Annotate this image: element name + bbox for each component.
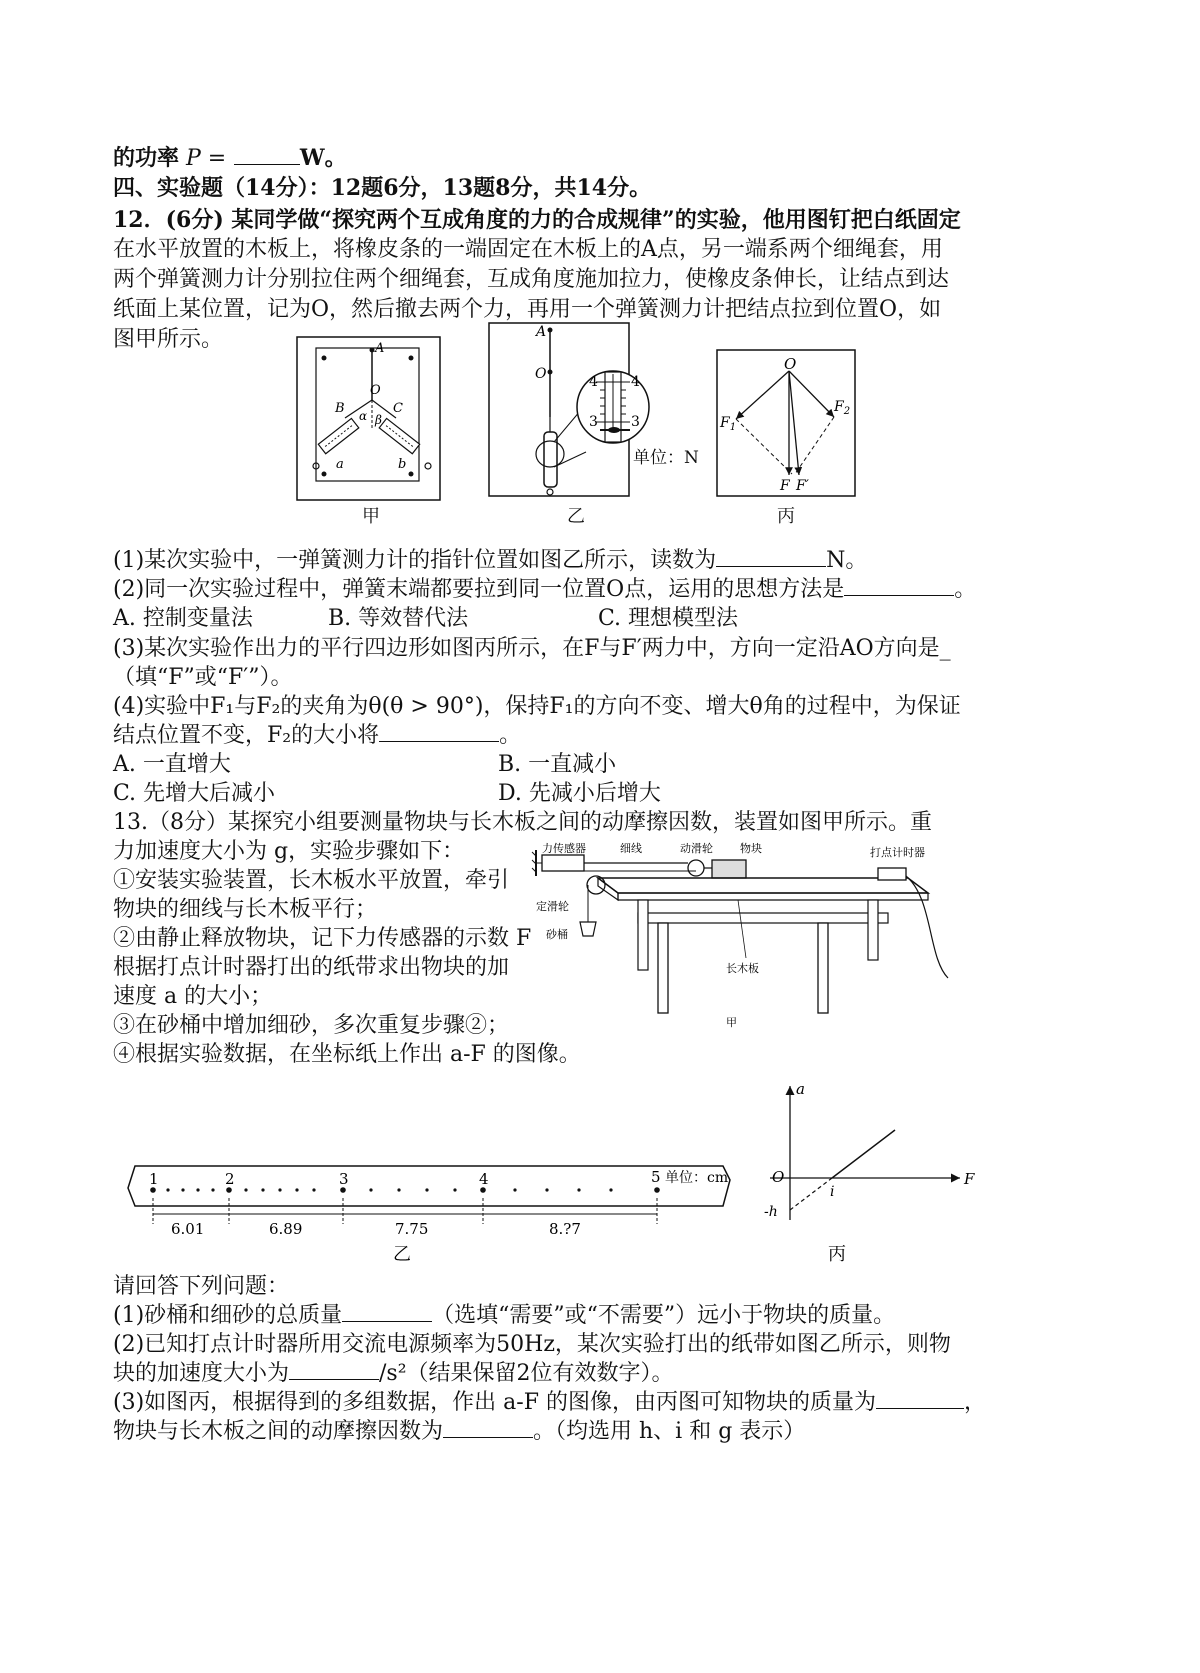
yi-tick-4-right: 4	[631, 374, 640, 390]
q13-sub2-text: 块的加速度大小为	[113, 1361, 290, 1386]
q12-sub4-line-1: (4)实验中F₁与F₂的夹角为θ(θ > 90°)，保持F₁的方向不变、增大θ角的过程中，为保证	[113, 694, 961, 719]
yi-tick-3-left: 3	[589, 414, 598, 430]
q13-step-line-8: ④根据实验数据，在坐标纸上作出 a-F 的图像。	[113, 1042, 581, 1067]
yi-label-O: O	[535, 366, 547, 382]
power-suffix: W。	[299, 145, 347, 171]
jia-label-b: b	[398, 457, 407, 472]
jia-label-C: C	[393, 401, 403, 416]
graph-caption: 丙	[828, 1244, 846, 1265]
q13-step-line-3: 物块的细线与长木板平行；	[113, 897, 378, 922]
tape-distance-2: 6.89	[269, 1220, 303, 1238]
q13-sub3-line-1	[113, 1388, 986, 1418]
graph-label-O: O	[772, 1168, 785, 1186]
q12-figure-jia	[296, 336, 441, 501]
tape-point-5: 5	[651, 1168, 661, 1186]
jia-label-beta: β	[375, 413, 382, 427]
apparatus-label-board: 长木板	[726, 962, 759, 975]
q12-bing-caption: 丙	[777, 506, 795, 527]
q13-step-line-5: 根据打点计时器打出的纸带求出物块的加	[113, 955, 510, 980]
q12-sub2-option-a: A. 控制变量法	[113, 606, 253, 631]
apparatus-label-block: 物块	[740, 842, 762, 855]
q12-stem-line-5: 图甲所示。	[113, 327, 224, 352]
apparatus-label-pulley-movable: 动滑轮	[680, 842, 713, 855]
q13-sub2-blank[interactable]	[289, 1379, 379, 1380]
power-line	[113, 143, 347, 174]
q13-figure-jia	[528, 838, 968, 1028]
q12-sub4-option-c: C. 先增大后减小	[113, 781, 276, 806]
q13-sub1-end: （选填“需要”或“不需要”）远小于物块的质量。	[432, 1303, 896, 1328]
jia-label-A: A	[375, 341, 385, 356]
q12-sub2	[113, 575, 976, 605]
tape-distance-3: 7.75	[395, 1220, 429, 1238]
tape-caption: 乙	[393, 1244, 411, 1265]
q13-sub3-line-2	[113, 1417, 805, 1447]
tape-distance-4: 8.?7	[549, 1220, 581, 1238]
q13-sub2-line-2	[113, 1359, 674, 1389]
q13-tape-yi	[125, 1158, 735, 1268]
q12-sub1-text: (1)某次实验中，一弹簧测力计的指针位置如图乙所示，读数为	[113, 548, 717, 573]
q13-step-line-1: 力加速度大小为 g，实验步骤如下：	[113, 839, 465, 864]
q13-step-line-4: ②由静止释放物块，记下力传感器的示数 F	[113, 926, 532, 951]
apparatus-caption: 甲	[726, 1016, 737, 1029]
q12-sub1-blank[interactable]	[716, 566, 826, 567]
q12-stem-line-1: 12．(6分) 某同学做“探究两个互成角度的力的合成规律”的实验，他用图钉把白纸固定	[113, 207, 961, 233]
graph-label-F: F	[964, 1170, 975, 1188]
tape-dots	[150, 1187, 660, 1193]
q12-figure-yi	[488, 322, 663, 497]
q12-sub3-line-1: (3)某次实验作出力的平行四边形如图丙所示，在F与F′两力中，方向一定沿AO方向是_	[113, 636, 951, 661]
tape-unit: 单位：cm	[665, 1170, 729, 1186]
q12-sub1	[113, 546, 867, 576]
q12-stem-line-4: 纸面上某位置，记为O，然后撤去两个力，再用一个弹簧测力计把结点拉到位置O，如	[113, 297, 942, 322]
q12-stem-line-3: 两个弹簧测力计分别拉住两个细绳套，互成角度施加拉力，使橡皮条伸长，让结点到达	[113, 267, 950, 292]
q13-ask: 请回答下列问题：	[113, 1274, 290, 1299]
apparatus-label-timer: 打点计时器	[870, 846, 925, 859]
yi-unit-label: 单位：N	[633, 448, 699, 468]
tape-point-2: 2	[225, 1170, 235, 1188]
q12-sub2-text: (2)同一次实验过程中，弹簧末端都要拉到同一位置O点，运用的思想方法是	[113, 577, 845, 602]
q13-sub1-blank[interactable]	[342, 1321, 432, 1322]
q12-sub3-line-2: （填“F”或“F′”）。	[113, 665, 293, 690]
q13-sub3-text-2: 物块与长木板之间的动摩擦因数为	[113, 1419, 444, 1444]
q12-sub4-line-2	[113, 721, 521, 751]
q13-sub2-end: /s²（结果保留2位有效数字）。	[379, 1361, 674, 1386]
apparatus-label-sensor: 力传感器	[542, 842, 586, 855]
q13-step-line-6: 速度 a 的大小；	[113, 984, 273, 1009]
tape-point-1: 1	[149, 1170, 159, 1188]
graph-label-i: i	[830, 1184, 835, 1200]
q12-jia-caption: 甲	[362, 506, 380, 527]
tape-point-3: 3	[339, 1170, 349, 1188]
q13-graph-bing	[760, 1080, 980, 1270]
q12-yi-caption: 乙	[567, 506, 585, 527]
q13-stem: 13.（8分）某探究小组要测量物块与长木板之间的动摩擦因数，装置如图甲所示。重	[113, 810, 932, 835]
bing-label-O: O	[784, 355, 797, 373]
q13-step-line-7: ③在砂桶中增加细砂，多次重复步骤②；	[113, 1013, 510, 1038]
jia-label-alpha: α	[359, 409, 368, 423]
q13-sub1-text: (1)砂桶和细砂的总质量	[113, 1303, 343, 1328]
bing-label-F2: $F_2$	[834, 399, 851, 417]
q12-sub4-option-b: B. 一直减小	[498, 752, 617, 777]
apparatus-label-pulley-fixed: 定滑轮	[536, 900, 569, 913]
graph-label-a: a	[796, 1080, 805, 1098]
q13-sub3-comma: ，	[963, 1390, 986, 1415]
bing-label-F1: $F_1$	[720, 415, 737, 433]
q12-sub4-option-d: D. 先减小后增大	[498, 781, 661, 806]
q13-sub3-blank-mass[interactable]	[876, 1408, 964, 1409]
jia-label-O: O	[370, 383, 381, 398]
yi-label-A: A	[536, 324, 547, 340]
q12-sub1-end: N。	[826, 548, 868, 573]
q12-sub2-blank[interactable]	[844, 595, 954, 596]
yi-tick-3-right: 3	[631, 414, 640, 430]
power-blank[interactable]	[234, 164, 300, 165]
power-var: P =	[186, 146, 227, 171]
q12-sub4-end: 。	[499, 723, 522, 748]
apparatus-label-string: 细线	[620, 842, 642, 855]
graph-label-h: -h	[764, 1204, 778, 1220]
q12-sub4-text: 结点位置不变，F₂的大小将	[113, 723, 380, 748]
q13-sub3-end: 。（均选用 h、i 和 g 表示）	[533, 1419, 806, 1444]
power-prefix: 的功率	[113, 145, 180, 171]
q12-stem-line-2: 在水平放置的木板上，将橡皮条的一端固定在木板上的A点，另一端系两个细绳套，用	[113, 237, 943, 262]
jia-label-a: a	[336, 457, 344, 472]
q12-figure-bing	[716, 349, 856, 497]
q13-sub1	[113, 1301, 895, 1331]
q12-sub2-option-c: C. 理想模型法	[598, 606, 739, 631]
bing-label-Fprime: F′	[796, 478, 809, 494]
jia-label-B: B	[335, 401, 345, 416]
q12-sub2-option-b: B. 等效替代法	[328, 606, 469, 631]
apparatus-label-bucket: 砂桶	[546, 928, 568, 941]
yi-tick-4-left: 4	[589, 374, 598, 390]
q13-sub3-text: (3)如图丙，根据得到的多组数据，作出 a-F 的图像，由丙图可知物块的质量为	[113, 1390, 876, 1415]
section-heading: 四、实验题（14分）：12题6分，13题8分，共14分。	[113, 175, 652, 201]
q12-sub4-option-a: A. 一直增大	[113, 752, 231, 777]
q12-sub4-blank[interactable]	[379, 741, 499, 742]
tape-distance-1: 6.01	[171, 1220, 205, 1238]
q13-sub2-line-1: (2)已知打点计时器所用交流电源频率为50Hz，某次实验打出的纸带如图乙所示，则物	[113, 1332, 951, 1357]
q12-sub2-end: 。	[954, 577, 977, 602]
tape-point-4: 4	[479, 1170, 489, 1188]
bing-label-F: F	[780, 478, 790, 494]
q13-sub3-blank-mu[interactable]	[443, 1437, 533, 1438]
q13-step-line-2: ①安装实验装置，长木板水平放置，牵引	[113, 868, 510, 893]
